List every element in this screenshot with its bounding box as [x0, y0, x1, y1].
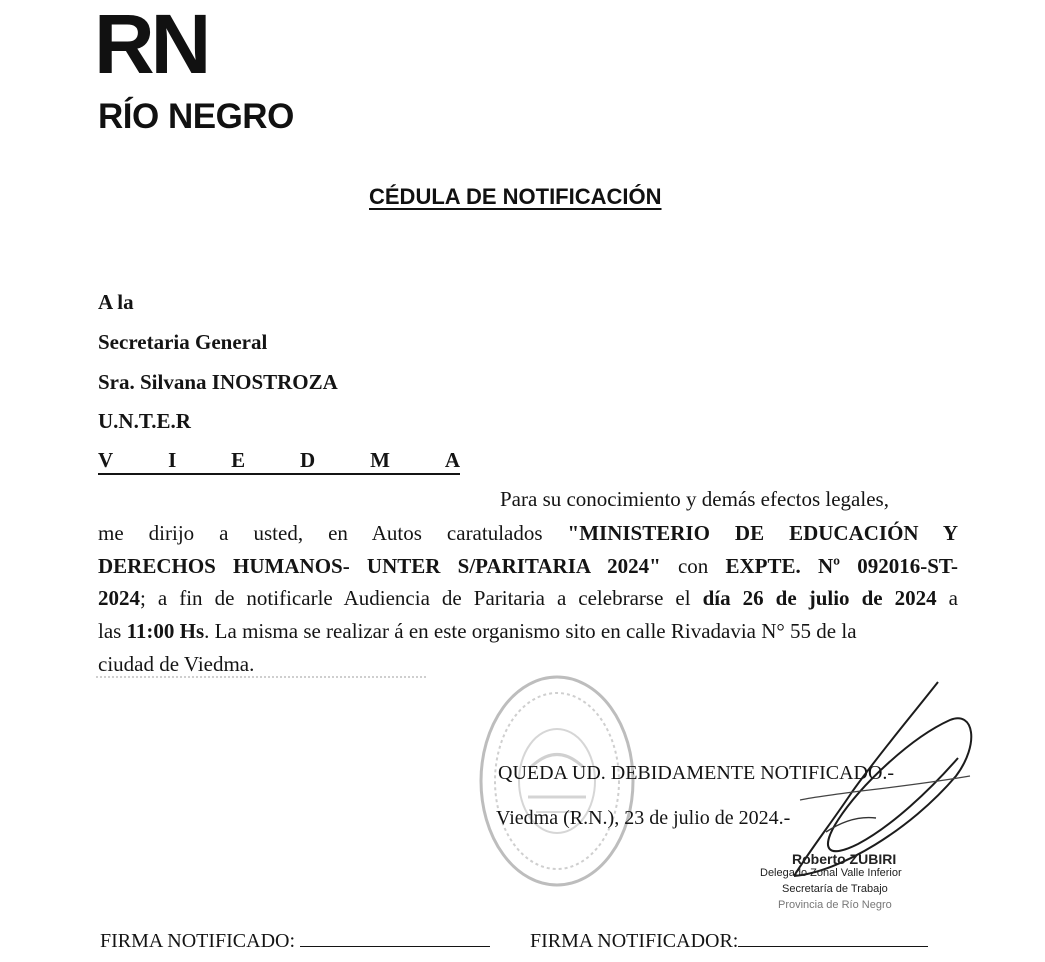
addressee-line-1: A la [98, 290, 134, 314]
scan-artifact [96, 676, 426, 682]
addressee-name: Sra. Silvana INOSTROZA [98, 370, 338, 394]
addressee-line-2: Secretaria General [98, 330, 268, 354]
city-letter: I [168, 448, 177, 472]
notifier-signature-label: FIRMA NOTIFICADOR: [530, 930, 739, 952]
notifier-signature-line[interactable] [738, 928, 928, 947]
notification-date: Viedma (R.N.), 23 de julio de 2024.- [496, 807, 791, 829]
signer-office: Secretaría de Trabajo [782, 883, 888, 895]
document-title: CÉDULA DE NOTIFICACIÓN [369, 184, 662, 209]
notified-signature-line[interactable] [300, 928, 490, 947]
addressee-city [98, 450, 460, 475]
logo-province-name: RÍO NEGRO [98, 97, 294, 136]
signer-name: Roberto ZUBIRI [792, 851, 897, 867]
city-letter: D [300, 448, 316, 472]
body-line-3: DERECHOS HUMANOS- UNTER S/PARITARIA 2024" con EXPTE. Nº 092016-ST- [98, 554, 958, 578]
city-letter: E [231, 448, 246, 472]
signer-province: Provincia de Río Negro [778, 899, 892, 911]
signer-role: Delegado Zonal Valle Inferior [760, 867, 902, 879]
notification-statement: QUEDA UD. DEBIDAMENTE NOTIFICADO.- [498, 762, 895, 784]
body-line-2: me dirijo a usted, en Autos caratulados "MINISTERIO DE EDUCACIÓN Y [98, 521, 958, 545]
city-letter: M [370, 448, 390, 472]
addressee-organization: U.N.T.E.R [98, 409, 191, 433]
city-letter: V [98, 448, 114, 472]
body-line-6: ciudad de Viedma. [98, 652, 255, 676]
body-line-5: las 11:00 Hs. La misma se realizar á en este organismo sito en calle Rivadavia N° 55 de la [98, 619, 857, 643]
body-line-4: 2024; a fin de notificarle Audiencia de Paritaria a celebrarse el día 26 de julio de 2024 a [98, 586, 958, 610]
body-line-1: Para su conocimiento y demás efectos legales, [500, 487, 889, 511]
logo-abbreviation: RN [94, 0, 208, 91]
notified-signature-field [100, 928, 490, 951]
notifier-signature-field [530, 928, 928, 951]
city-letter: A [444, 448, 460, 472]
notified-signature-label: FIRMA NOTIFICADO: [100, 930, 296, 952]
